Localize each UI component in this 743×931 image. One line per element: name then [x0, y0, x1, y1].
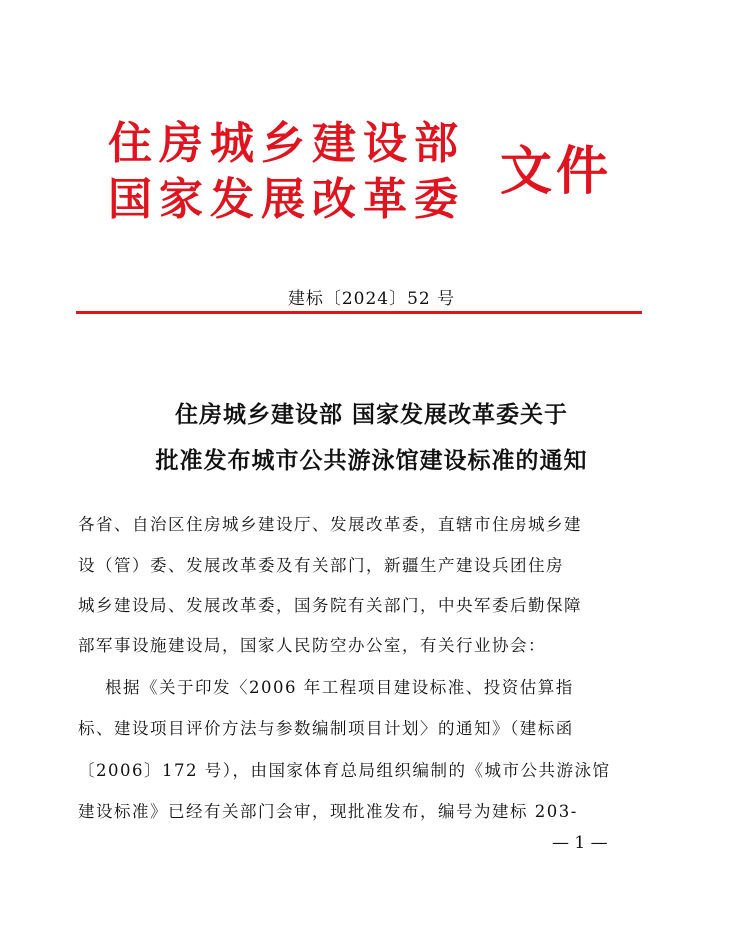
issuer-line-1: 住房城乡建设部 [108, 118, 465, 169]
body-line: 根据《关于印发〈2006 年工程项目建设标准、投资估算指 [78, 678, 574, 697]
document-word: 文件 [500, 141, 613, 202]
body-line: 〔2006〕172 号），由国家体育总局组织编制的《城市公共游泳馆 [78, 761, 611, 780]
body-line: 标、建设项目评价方法与参数编制项目计划〉的通知》（建标函 [78, 719, 574, 738]
document-header [108, 118, 648, 228]
page-number: — 1 — [552, 833, 608, 853]
body-line: 城乡建设局、发展改革委，国务院有关部门，中央军委后勤保障 [78, 596, 582, 615]
issuer-line-2: 国家发展改革委 [108, 174, 465, 225]
title-line-1: 住房城乡建设部 国家发展改革委关于 [174, 402, 568, 428]
red-divider [76, 311, 642, 314]
title-line-2: 批准发布城市公共游泳馆建设标准的通知 [155, 448, 588, 474]
body-line: 建设标准》已经有关部门会审，现批准发布，编号为建标 203- [78, 802, 578, 821]
document-number: 建标〔2024〕52 号 [287, 289, 456, 309]
body-line: 设（管）委、发展改革委及有关部门，新疆生产建设兵团住房 [78, 556, 564, 575]
body-line: 部军事设施建设局，国家人民防空办公室，有关行业协会： [78, 636, 546, 655]
body-line: 各省、自治区住房城乡建设厅、发展改革委，直辖市住房城乡建 [78, 515, 582, 534]
